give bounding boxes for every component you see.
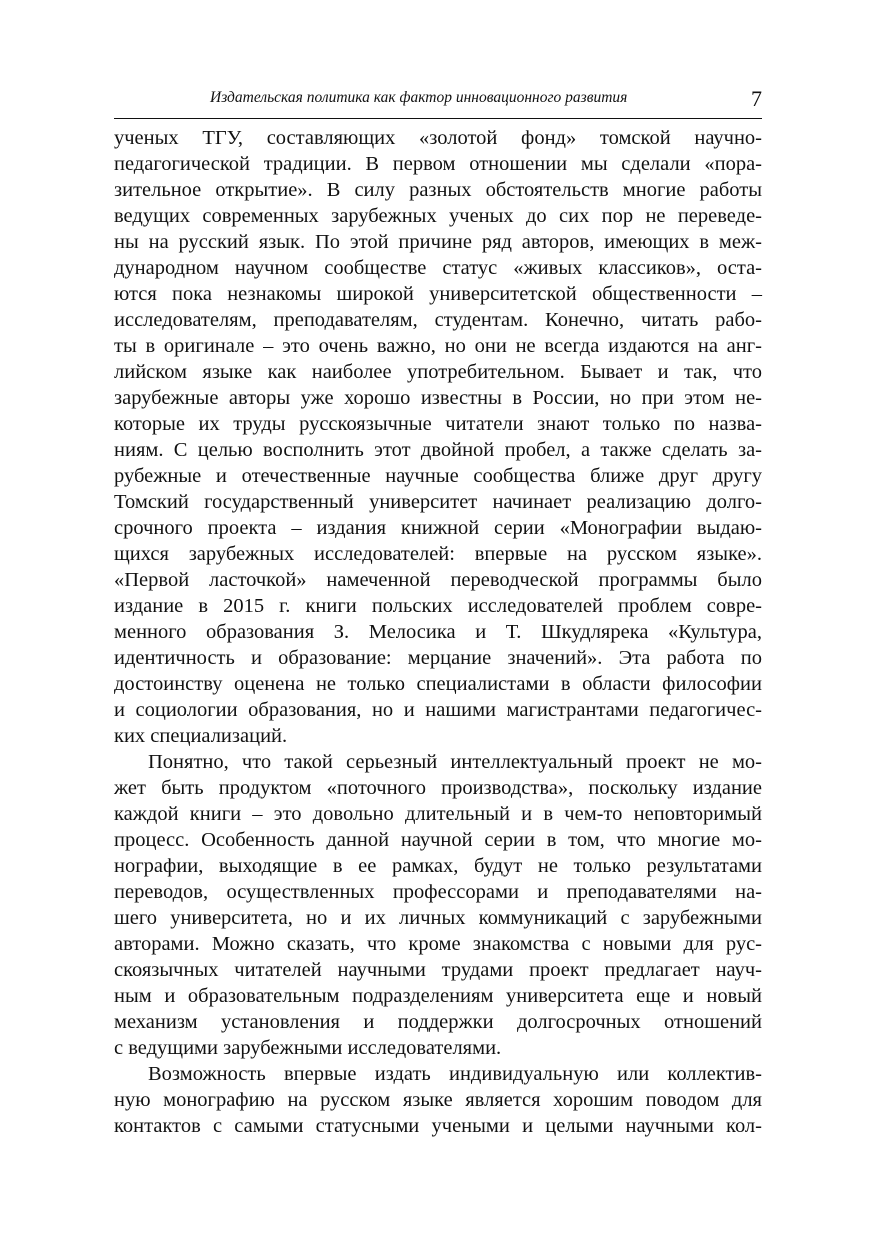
text-line: ным и образовательным подразделениям университета еще и новый <box>114 985 762 1007</box>
text-line: переводов, осуществленных профессорами и преподавателями на- <box>114 881 762 903</box>
text-line: менного образования З. Мелосика и Т. Шкудлярека «Культура, <box>114 621 762 643</box>
text-line: ются пока незнакомы широкой университетской общественности – <box>114 283 762 305</box>
text-line: скоязычных читателей научными трудами проект предлагает науч- <box>114 959 762 981</box>
text-line: ких специализаций. <box>114 725 288 747</box>
text-line: механизм установления и поддержки долгосрочных отношений <box>114 1011 762 1033</box>
text-line: ниям. С целью восполнить этот двойной пробел, а также сделать за- <box>114 439 762 461</box>
text-line: зительное открытие». В силу разных обстоятельств многие работы <box>114 179 762 201</box>
text-line: и социологии образования, но и нашими магистрантами педагогичес- <box>114 699 762 721</box>
text-line: лийском языке как наиболее употребительном. Бывает и так, что <box>114 361 762 383</box>
text-line: ведущих современных зарубежных ученых до сих пор не переведе- <box>114 205 762 227</box>
text-line: зарубежные авторы уже хорошо известны в России, но при этом не- <box>114 387 762 409</box>
text-line: процесс. Особенность данной научной серии в том, что многие мо- <box>114 829 762 851</box>
text-line: щихся зарубежных исследователей: впервые на русском языке». <box>114 543 762 565</box>
text-line: ты в оригинале – это очень важно, но они не всегда издаются на анг- <box>114 335 762 357</box>
text-line: ученых ТГУ, составляющих «золотой фонд» томской научно- <box>114 127 762 149</box>
text-line: исследователям, преподавателям, студентам. Конечно, читать рабо- <box>114 309 762 331</box>
text-line: которые их труды русскоязычные читатели знают только по назва- <box>114 413 762 435</box>
text-line: идентичность и образование: мерцание значений». Эта работа по <box>114 647 762 669</box>
text-line: достоинству оценена не только специалистами в области философии <box>114 673 762 695</box>
text-line: каждой книги – это довольно длительный и в чем-то неповторимый <box>114 803 762 825</box>
text-line: контактов с самыми статусными учеными и целыми научными кол- <box>114 1115 762 1137</box>
text-line: Возможность впервые издать индивидуальную или коллектив- <box>148 1063 762 1085</box>
text-line: Понятно, что такой серьезный интеллектуальный проект не мо- <box>148 751 762 773</box>
running-header <box>114 86 762 119</box>
text-line: ны на русский язык. По этой причине ряд авторов, имеющих в меж- <box>114 231 762 253</box>
text-line: педагогической традиции. В первом отношении мы сделали «пора- <box>114 153 762 175</box>
text-line: авторами. Можно сказать, что кроме знакомства с новыми для рус- <box>114 933 762 955</box>
text-line: жет быть продуктом «поточного производства», поскольку издание <box>114 777 762 799</box>
page-number: 7 <box>751 86 762 111</box>
text-line: срочного проекта – издания книжной серии «Монографии выдаю- <box>114 517 762 539</box>
text-line: Томский государственный университет начинает реализацию долго- <box>114 491 762 513</box>
running-header-title: Издательская политика как фактор инновационного развития <box>210 89 628 106</box>
text-line: шего университета, но и их личных коммуникаций с зарубежными <box>114 907 762 929</box>
text-line: ную монографию на русском языке является хорошим поводом для <box>114 1089 762 1111</box>
text-line: «Первой ласточкой» намеченной переводческой программы было <box>114 569 762 591</box>
text-line: нографии, выходящие в ее рамках, будут не только результатами <box>114 855 762 877</box>
text-line: дународном научном сообществе статус «живых классиков», оста- <box>114 257 762 279</box>
text-line: издание в 2015 г. книги польских исследователей проблем совре- <box>114 595 762 617</box>
text-line: рубежные и отечественные научные сообщества ближе друг другу <box>114 465 762 487</box>
text-line: с ведущими зарубежными исследователями. <box>114 1037 502 1059</box>
